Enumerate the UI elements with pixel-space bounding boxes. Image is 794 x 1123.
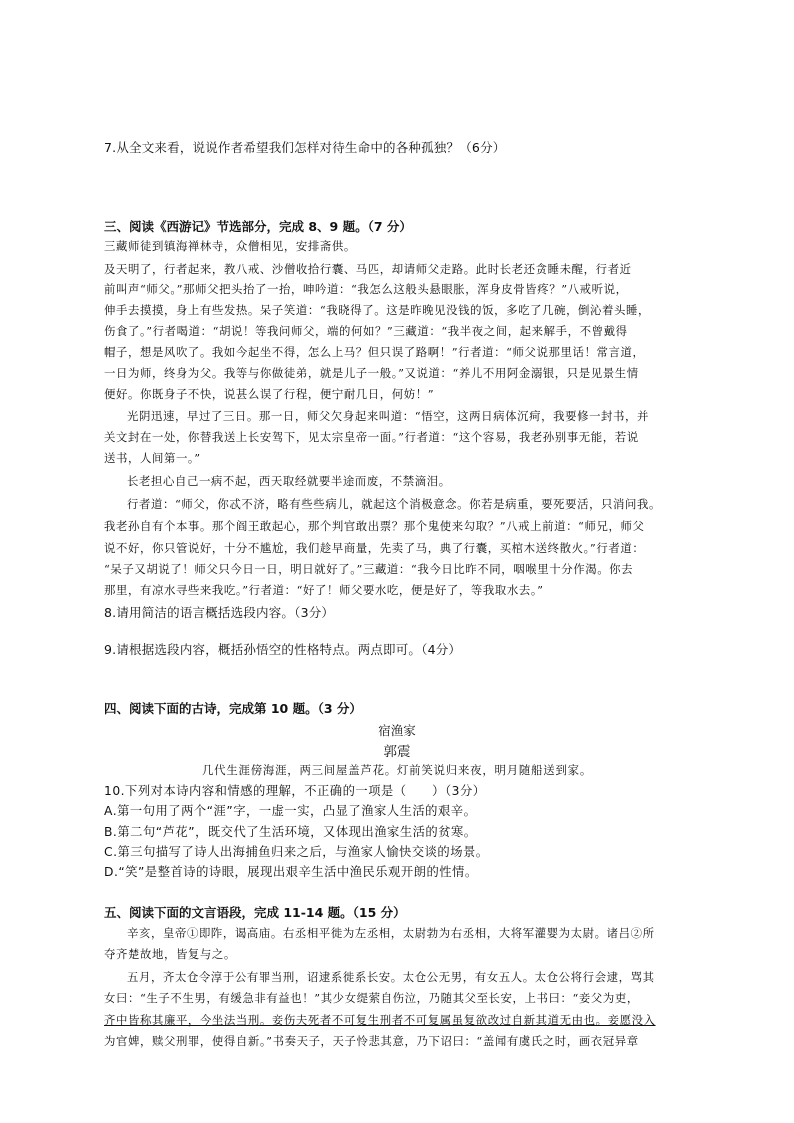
- section-5-heading: 五、阅读下面的文言语段，完成 11-14 题。（15 分）: [104, 905, 406, 920]
- passage-line: 女曰：“生子不生男，有缓急非有益也！”其少女缇萦自伤泣，乃随其父至长安，上书曰：“妾父为吏，: [104, 991, 639, 1005]
- passage-line: 帽子，想是风吹了。我如今起坐不得，怎么上马？但只误了路啊！”行者道：“师父说那里话！常言道，: [104, 345, 645, 359]
- option-a: A.第一句用了两个“涯”字，一虚一实，凸显了渔家人生活的艰辛。: [104, 804, 477, 818]
- section-3-heading: 三、阅读《西游记》节选部分，完成 8、9 题。（7 分）: [104, 219, 412, 234]
- passage-line: 长老担心自己一病不起，西天取经就要半途而废，不禁滴泪。: [127, 474, 451, 488]
- question-8: 8.请用简洁的语言概括选段内容。（3分）: [104, 605, 335, 620]
- passage-line: 三藏师徒到镇海禅林寺，众僧相见，安排斋供。: [104, 239, 356, 253]
- question-9: 9.请根据选段内容，概括孙悟空的性格特点。两点即可。（4分）: [104, 642, 462, 657]
- passage-line: 伤食了。”行者喝道：“胡说！等我问师父，端的何如？”三藏道：“我半夜之间，起来解手，不曾戴得: [104, 324, 628, 338]
- passage-line: 辛亥，皇帝①即阼，谒高庙。右丞相平徙为左丞相，太尉勃为右丞相，大将军灌婴为太尉。诸吕②所: [127, 926, 655, 940]
- passage-line: 那里，有凉水寻些来我吃。”行者道：“好了！师父要水吃，便是好了，等我取水去。”: [104, 583, 544, 597]
- poem-text: 几代生涯傍海涯，两三间屋盖芦花。灯前笑说归来夜，明月随船送到家。: [201, 763, 593, 777]
- passage-line: 我老孙自有个本事。那个阎王敢起心，那个判官敢出票？那个鬼使来勾取？”八戒上前道：“师兄，师父: [104, 519, 645, 533]
- passage-line: 送书，人间第一。”: [104, 451, 201, 465]
- passage-line: 伸手去摸摸，身上有些发热。呆子笑道：“我晓得了。这是昨晚见没钱的饭，多吃了几碗，倒沁着头睡，: [104, 303, 651, 317]
- passage-line: 行者道：“师父，你忒不济，略有些些病儿，就起这个消极意念。你若是病重，要死要活，只消问我。: [127, 497, 662, 511]
- section-4-heading: 四、阅读下面的古诗，完成第 10 题。（3 分）: [104, 701, 362, 716]
- option-c: C.第三句描写了诗人出海捕鱼归来之后，与渔家人愉快交谈的场景。: [104, 845, 489, 859]
- passage-line: 前叫声“师父。”那师父把头抬了一抬，呻吟道：“我怎么这般头悬眼胀，浑身皮骨皆疼？”八戒听说，: [104, 282, 628, 296]
- question-7: 7.从全文来看，说说作者希望我们怎样对待生命中的各种孤独？（6分）: [104, 140, 506, 155]
- passage-line: “呆子又胡说了！师父只今日一日，明日就好了。”三藏道：“我今日比昨不同，咽喉里十分作渴。你去: [104, 562, 634, 576]
- question-10: 10.下列对本诗内容和情感的理解，不正确的一项是（ ）（3分）: [104, 784, 486, 798]
- option-d: D.“笑”是整首诗的诗眼，展现出艰辛生活中渔民乐观开朗的性情。: [104, 865, 478, 879]
- passage-line: 为官婢，赎父刑罪，使得自新。”书奏天子，天子怜悲其意，乃下诏曰：“盖闻有虞氏之时，画衣冠异章: [104, 1034, 639, 1048]
- passage-line: 及天明了，行者起来，教八戒、沙僧收拾行囊、马匹，却请师父走路。此时长老还贪睡未醒，行者近: [104, 262, 632, 276]
- passage-line: 光阴迅速，早过了三日。那一日，师父欠身起来叫道：“悟空，这两日病体沉疴，我要修一封书，并: [127, 409, 650, 423]
- option-b: B.第二句“芦花”，既交代了生活环境，又体现出渔家生活的贫寒。: [104, 825, 477, 839]
- passage-line: 一日为师，终身为父。我等与你做徒弟，就是儿子一般。”又说道：“养儿不用阿金溺银，只是见景生情: [104, 366, 639, 380]
- passage-line: 便好。你既身子不快，说甚么误了行程，便宁耐几日，何妨！”: [104, 387, 435, 401]
- poem-author: 郭震: [383, 744, 411, 760]
- poem-title: 宿渔家: [378, 723, 416, 738]
- passage-line: 说不好，你只管说好，十分不尴尬，我们趁早商量，先卖了马，典了行囊，买棺木送终散火。”行者道：: [104, 541, 645, 555]
- passage-line: 夺齐楚故地，皆复与之。: [104, 947, 236, 961]
- passage-line: 五月，齐太仓令淳于公有罪当刑，诏逮系徙系长安。太仓公无男，有女五人。太仓公将行会逮，骂其: [127, 970, 655, 984]
- passage-line: 关文封在一处，你替我送上长安驾下，见太宗皇帝一面。”行者道：“这个容易，我老孙别事无能，若说: [104, 430, 639, 444]
- passage-line: 齐中皆称其廉平，今坐法当刑。妾伤夫死者不可复生刑者不可复属虽复欲改过自新其道无由也。妾愿没入: [104, 1013, 656, 1027]
